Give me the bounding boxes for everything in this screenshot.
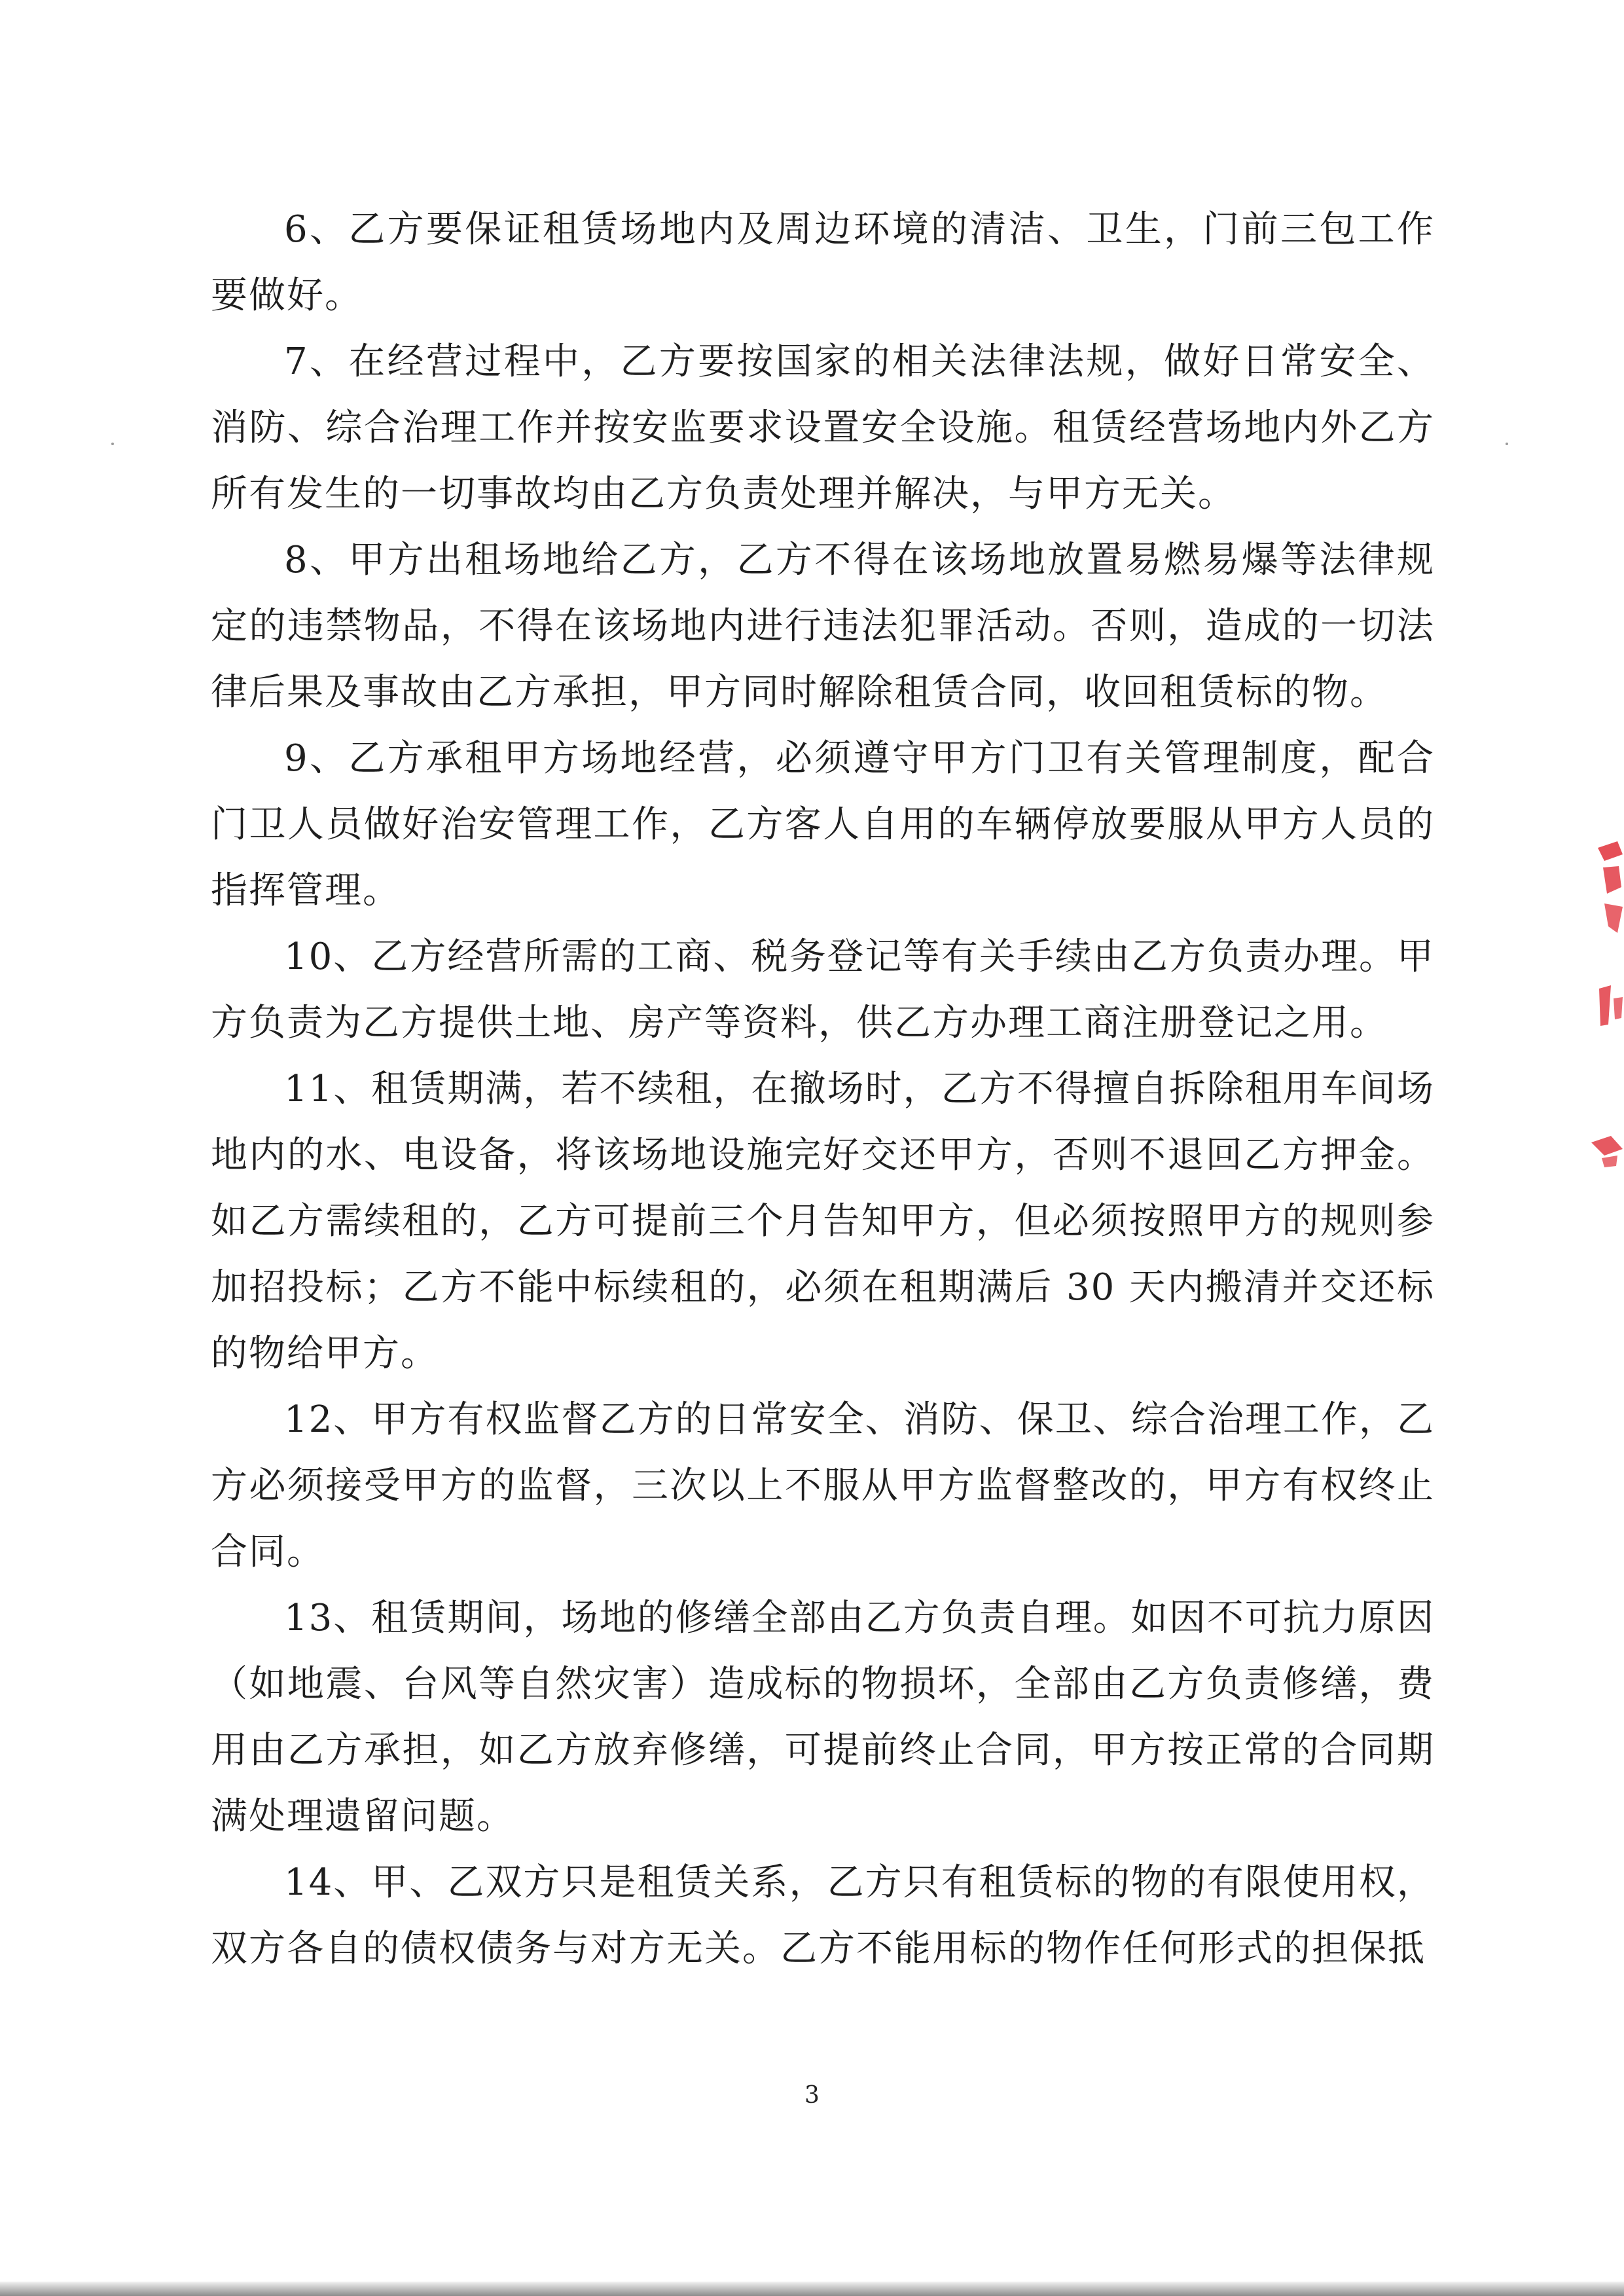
paging-seal-bottom xyxy=(1585,1129,1624,1169)
clause-9: 9、乙方承租甲方场地经营，必须遵守甲方门卫有关管理制度，配合门卫人员做好治安管理工作，乙方客人自用的车辆停放要服从甲方人员的指挥管理。 xyxy=(211,737,1435,912)
clause-6: 6、乙方要保证租赁场地内及周边环境的清洁、卫生，门前三包工作要做好。 xyxy=(211,208,1435,317)
clause-10: 10、乙方经营所需的工商、税务登记等有关手续由乙方负责办理。甲方负责为乙方提供土地、房产等资料，供乙方办理工商注册登记之用。 xyxy=(211,936,1435,1044)
paging-seal-middle xyxy=(1585,985,1624,1031)
clause-7: 7、在经营过程中，乙方要按国家的相关法律法规，做好日常安全、消防、综合治理工作并按安监要求设置安全设施。租赁经营场地内外乙方所有发生的一切事故均由乙方负责处理并解决，与甲方无关。 xyxy=(211,340,1435,515)
scan-speck xyxy=(111,443,114,445)
clause-12: 12、甲方有权监督乙方的日常安全、消防、保卫、综合治理工作，乙方必须接受甲方的监督，三次以上不服从甲方监督整改的，甲方有权终止合同。 xyxy=(211,1398,1435,1573)
scan-speck xyxy=(1506,443,1508,445)
clause-11: 11、租赁期满，若不续租，在撤场时，乙方不得擅自拆除租用车间场地内的水、电设备，将该场地设施完好交还甲方，否则不退回乙方押金。如乙方需续租的，乙方可提前三个月告知甲方，但必须按照甲方的规则参加招投标；乙方不能中标续租的，必须在租期满后 30 天内搬清并交还标的物给甲方。 xyxy=(211,1068,1435,1375)
clause-8: 8、甲方出租场地给乙方，乙方不得在该场地放置易燃易爆等法律规定的违禁物品，不得在该场地内进行违法犯罪活动。否则，造成的一切法律后果及事故由乙方承担，甲方同时解除租赁合同，收回租赁标的物。 xyxy=(211,539,1435,714)
page-number: 3 xyxy=(804,2082,820,2109)
paging-seal-top xyxy=(1585,841,1624,946)
document-body xyxy=(211,196,1435,1982)
clause-14: 14、甲、乙双方只是租赁关系，乙方只有租赁标的物的有限使用权，双方各自的债权债务与对方无关。乙方不能用标的物作任何形式的担保抵 xyxy=(211,1861,1435,1970)
clause-13: 13、租赁期间，场地的修缮全部由乙方负责自理。如因不可抗力原因（如地震、台风等自然灾害）造成标的物损坏，全部由乙方负责修缮，费用由乙方承担，如乙方放弃修缮，可提前终止合同，甲方按正常的合同期满处理遗留问题。 xyxy=(211,1597,1435,1838)
scan-edge-shadow xyxy=(0,2282,1624,2296)
